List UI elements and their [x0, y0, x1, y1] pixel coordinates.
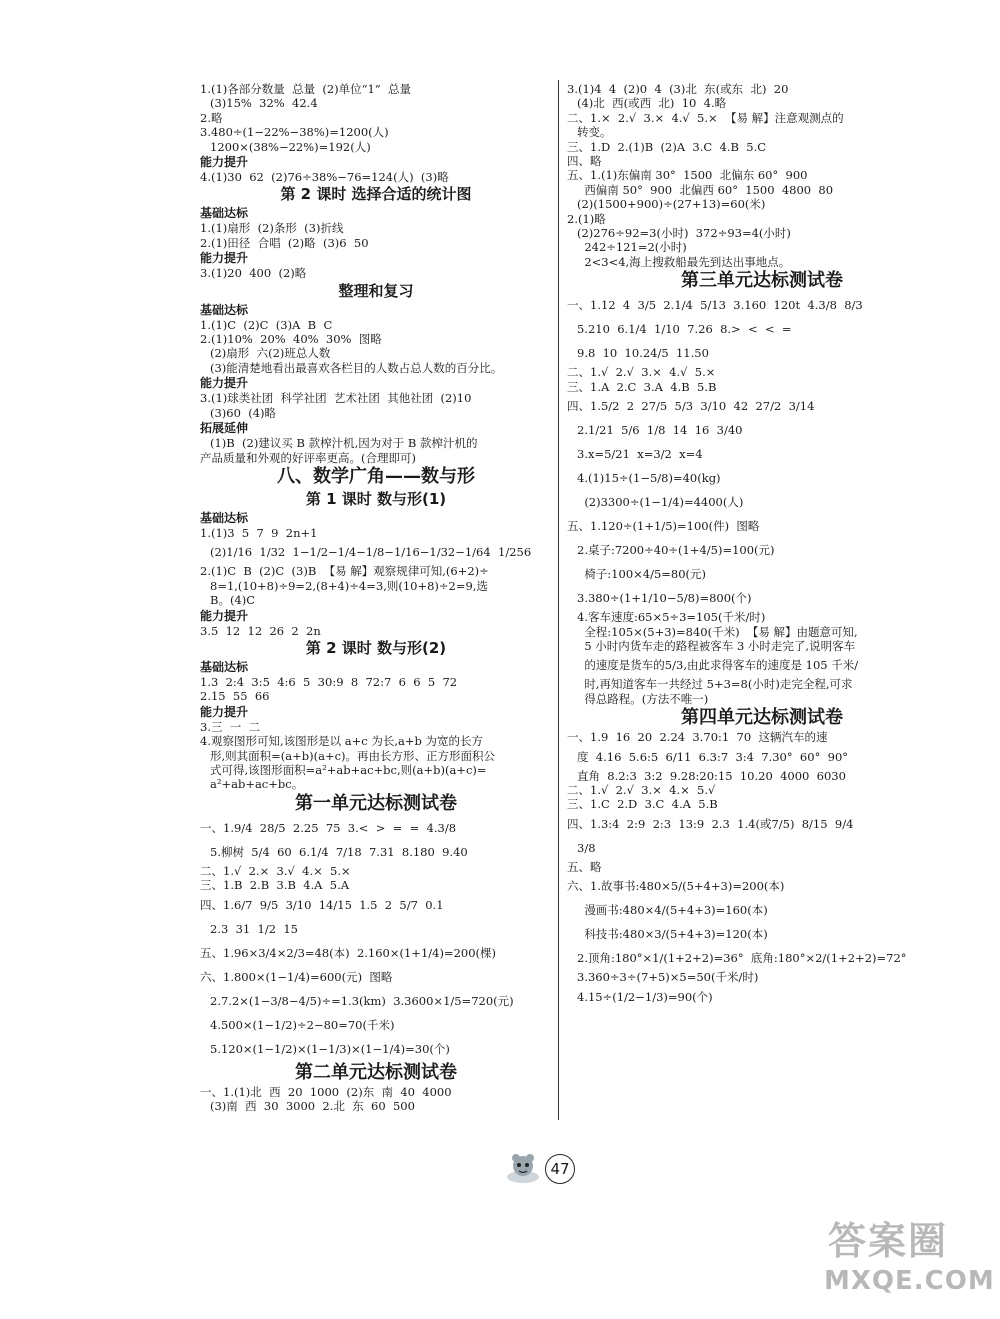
answer-line: 三、1.A 2.C 3.A 4.B 5.B [567, 379, 717, 394]
answer-line: (2)276÷92=3(小时) 372÷93=4(小时) [577, 226, 791, 241]
answer-line: 二、1.× 2.√ 3.× 4.√ 5.× 【易 解】注意观测点的 [567, 110, 844, 125]
subsection-label: 拓展延伸 [200, 421, 249, 436]
answer-line: 5.210 6.1/4 1/10 7.26 8.> < < = [577, 322, 792, 337]
section-heading: 第二单元达标测试卷 [295, 1061, 457, 1083]
answer-line: 1.(1)C (2)C (3)A B C [200, 317, 333, 332]
answer-line: 3.三 一 二 [200, 719, 261, 734]
answer-line: 3.480÷(1−22%−38%)=1200(人) [200, 125, 389, 140]
answer-line: 1200×(38%−22%)=192(人) [210, 139, 371, 154]
answer-line: 五、1.(1)东偏南 30° 1500 北偏东 60° 900 [567, 168, 808, 183]
answer-line: 2.1/21 5/6 1/8 14 16 3/40 [577, 423, 743, 438]
answer-line: 全程:105×(5+3)=840(千米) 【易 解】由题意可知, [577, 624, 858, 639]
subsection-label: 能力提升 [200, 155, 249, 170]
answer-line: 2.(1)10% 20% 40% 30% 图略 [200, 332, 382, 347]
answer-line: 3.(1)4 4 (2)0 4 (3)北 东(或东 北) 20 [567, 82, 789, 96]
answer-line: 四、略 [567, 154, 602, 169]
answer-line: (1)B (2)建议买 B 款榨汁机,因为对于 B 款榨汁机的 [210, 436, 478, 451]
answer-line: 8=1,(10+8)÷9=2,(8+4)÷4=3,则(10+8)÷2=9,选 [210, 578, 488, 593]
answer-line: 度 4.16 5.6:5 6/11 6.3:7 3:4 7.30° 60° 90° [577, 749, 849, 764]
section-heading: 八、数学广角——数与形 [277, 465, 475, 487]
answer-line: 3.380÷(1+1/10−5/8)=800(个) [577, 591, 752, 606]
section-heading: 第 1 课时 数与形(1) [305, 489, 447, 508]
answer-line: 四、1.5/2 2 27/5 5/3 3/10 42 27/2 3/14 [567, 399, 815, 414]
answer-line: 时,再知道客车一共经过 5+3=8(小时)走完全程,可求 [577, 677, 853, 692]
answer-line: 9.8 10 10.24/5 11.50 [577, 346, 709, 361]
answer-line: 2<3<4,海上搜救船最先到达出事地点。 [577, 254, 791, 269]
answer-line: 2.3 31 1/2 15 [210, 921, 298, 936]
answer-line: 1.3 2:4 3:5 4:6 5 30:9 8 72:7 6 6 5 72 [200, 674, 458, 689]
answer-line: 三、1.B 2.B 3.B 4.A 5.A [200, 878, 350, 893]
answer-line: 二、1.√ 2.× 3.√ 4.× 5.× [200, 863, 351, 878]
subsection-label: 基础达标 [200, 206, 249, 221]
answer-line: 椅子:100×4/5=80(元) [577, 567, 707, 582]
answer-line: 五、1.96×3/4×2/3=48(本) 2.160×(1+1/4)=200(棵) [200, 945, 496, 960]
answer-line: 4.15÷(1/2−1/3)=90(个) [577, 989, 713, 1004]
answer-line: 5 小时内货车走的路程被客车 3 小时走完了,说明客车 [577, 638, 856, 653]
watermark-logo [820, 1200, 995, 1310]
answer-line: 转变。 [577, 125, 612, 140]
answer-line: (3)南 西 30 3000 2.北 东 60 500 [210, 1099, 415, 1113]
answer-line: 科技书:480×3/(5+4+3)=120(本) [577, 927, 768, 942]
answer-line: 1.(1)扇形 (2)条形 (3)折线 [200, 221, 344, 236]
answer-line: 四、1.3:4 2:9 2:3 13:9 2.3 1.4(或7/5) 8/15 9/4 [567, 816, 854, 831]
section-heading: 第 2 课时 选择合适的统计图 [280, 185, 472, 204]
answer-line: 产品质量和外观的好评率更高。(合理即可) [200, 450, 416, 465]
answer-line: 二、1.√ 2.√ 3.× 4.× 5.√ [567, 782, 716, 797]
subsection-label: 能力提升 [200, 608, 249, 623]
subsection-label: 基础达标 [200, 302, 249, 317]
answer-line: 西偏南 50° 900 北偏西 60° 1500 4800 80 [577, 182, 834, 197]
left-column [200, 82, 552, 1113]
answer-line: 2.略 [200, 110, 223, 125]
answer-line: 4.观察图形可知,该图形是以 a+c 为长,a+b 为宽的长方 [200, 734, 484, 749]
subsection-label: 基础达标 [200, 659, 249, 674]
section-heading: 整理和复习 [338, 281, 414, 300]
answer-line: 漫画书:480×4/(5+4+3)=160(本) [577, 903, 768, 918]
section-heading: 第四单元达标测试卷 [681, 707, 843, 729]
answer-line: 5.柳树 5/4 60 6.1/4 7/18 7.31 8.180 9.40 [210, 844, 468, 859]
page-number: 47 [545, 1154, 575, 1184]
answer-line: 五、1.120÷(1+1/5)=100(件) 图略 [567, 519, 760, 534]
column-divider [558, 80, 559, 1120]
answer-line: 五、略 [567, 859, 602, 874]
answer-line: 4.500×(1−1/2)÷2−80=70(千米) [210, 1017, 395, 1032]
answer-line: 一、1.9 16 20 2.24 3.70:1 70 这辆汽车的速 [567, 730, 828, 745]
answer-line: a²+ab+ac+bc。 [210, 777, 304, 792]
answer-line: 3.x=5/21 x=3/2 x=4 [577, 447, 703, 462]
subsection-label: 能力提升 [200, 704, 249, 719]
answer-line: 一、1.12 4 3/5 2.1/4 5/13 3.160 120t 4.3/8 8/3 [567, 298, 863, 313]
answer-line: 2.顶角:180°×1/(1+2+2)=36° 底角:180°×2/(1+2+2)=72° [577, 951, 907, 966]
answer-line: 3.(1)20 400 (2)略 [200, 266, 307, 281]
section-heading: 第 2 课时 数与形(2) [305, 638, 447, 657]
answer-line: 3.(1)球类社团 科学社团 艺术社团 其他社团 (2)10 [200, 391, 472, 406]
answer-line: 二、1.√ 2.√ 3.× 4.√ 5.× [567, 365, 716, 380]
answer-line: 得总路程。(方法不唯一) [577, 691, 709, 706]
right-column [567, 82, 957, 1009]
answer-line: 1.(1)3 5 7 9 2n+1 [200, 525, 318, 540]
answer-line: 242÷121=2(小时) [577, 240, 687, 255]
section-heading: 第一单元达标测试卷 [295, 792, 457, 814]
answer-line: (3)60 (4)略 [210, 405, 277, 420]
answer-line: (2)1/16 1/32 1−1/2−1/4−1/8−1/16−1/32−1/64 1/256 [210, 545, 532, 560]
answer-line: 3/8 [577, 840, 596, 855]
answer-line: 一、1.9/4 28/5 2.25 75 3.< > = = 4.3/8 [200, 820, 457, 835]
answer-line: 六、1.800×(1−1/4)=600(元) 图略 [200, 969, 393, 984]
answer-line: (3)能清楚地看出最喜欢各栏目的人数占总人数的百分比。 [210, 360, 503, 375]
mascot-icon [505, 1151, 541, 1187]
answer-line: 四、1.6/7 9/5 3/10 14/15 1.5 2 5/7 0.1 [200, 897, 444, 912]
answer-line: (2)3300÷(1−1/4)=4400(人) [577, 495, 744, 510]
answer-line: 直角 8.2:3 3:2 9.28:20:15 10.20 4000 6030 [577, 768, 846, 783]
answer-line: 3.5 12 12 26 2 2n [200, 623, 321, 638]
answer-line: 2.(1)略 [567, 211, 606, 226]
answer-line: 4.(1)15÷(1−5/8)=40(kg) [577, 471, 721, 486]
answer-line: (2)扇形 六(2)班总人数 [210, 346, 331, 361]
answer-line: 5.120×(1−1/2)×(1−1/3)×(1−1/4)=30(个) [210, 1041, 450, 1056]
answer-line: (4)北 西(或西 北) 10 4.略 [577, 96, 727, 111]
answer-line: 六、1.故事书:480×5/(5+4+3)=200(本) [567, 879, 785, 894]
subsection-label: 能力提升 [200, 376, 249, 391]
answer-line: 4.客车速度:65×5÷3=105(千米/时) [577, 610, 766, 625]
answer-line: 形,则其面积=(a+b)(a+c)。再由长方形、正方形面积公 [210, 748, 496, 763]
answer-line: 4.(1)30 62 (2)76÷38%−76=124(人) (3)略 [200, 170, 449, 185]
answer-line: 1.(1)各部分数量 总量 (2)单位“1” 总量 [200, 82, 412, 96]
answer-line: (2)(1500+900)÷(27+13)=60(米) [577, 197, 766, 212]
section-heading: 第三单元达标测试卷 [681, 270, 843, 292]
answer-line: 式可得,该图形面积=a²+ab+ac+bc,则(a+b)(a+c)= [210, 762, 487, 777]
answer-line: 2.15 55 66 [200, 689, 270, 704]
answer-line: 2.(1)C B (2)C (3)B 【易 解】观察规律可知,(6+2)÷ [200, 564, 489, 579]
answer-line: B。(4)C [210, 593, 256, 608]
answer-line: 三、1.D 2.(1)B (2)A 3.C 4.B 5.C [567, 139, 767, 154]
subsection-label: 基础达标 [200, 510, 249, 525]
answer-line: 2.桌子:7200÷40÷(1+4/5)=100(元) [577, 543, 775, 558]
page-footer [505, 1150, 575, 1188]
answer-line: (3)15% 32% 42.4 [210, 96, 318, 111]
answer-line: 3.360÷3÷(7+5)×5=50(千米/时) [577, 970, 759, 985]
answer-line: 2.7.2×(1−3/8−4/5)÷=1.3(km) 3.3600×1/5=720(元) [210, 993, 514, 1008]
subsection-label: 能力提升 [200, 251, 249, 266]
answer-line: 2.(1)田径 合唱 (2)略 (3)6 50 [200, 235, 369, 250]
answer-line: 三、1.C 2.D 3.C 4.A 5.B [567, 797, 718, 812]
answer-line: 的速度是货车的5/3,由此求得客车的速度是 105 千米/ [577, 658, 859, 673]
answer-line: 一、1.(1)北 西 20 1000 (2)东 南 40 4000 [200, 1084, 452, 1099]
watermark-cn: 答案圈 [828, 1219, 949, 1263]
watermark-en: MXQE.COM [824, 1266, 995, 1296]
